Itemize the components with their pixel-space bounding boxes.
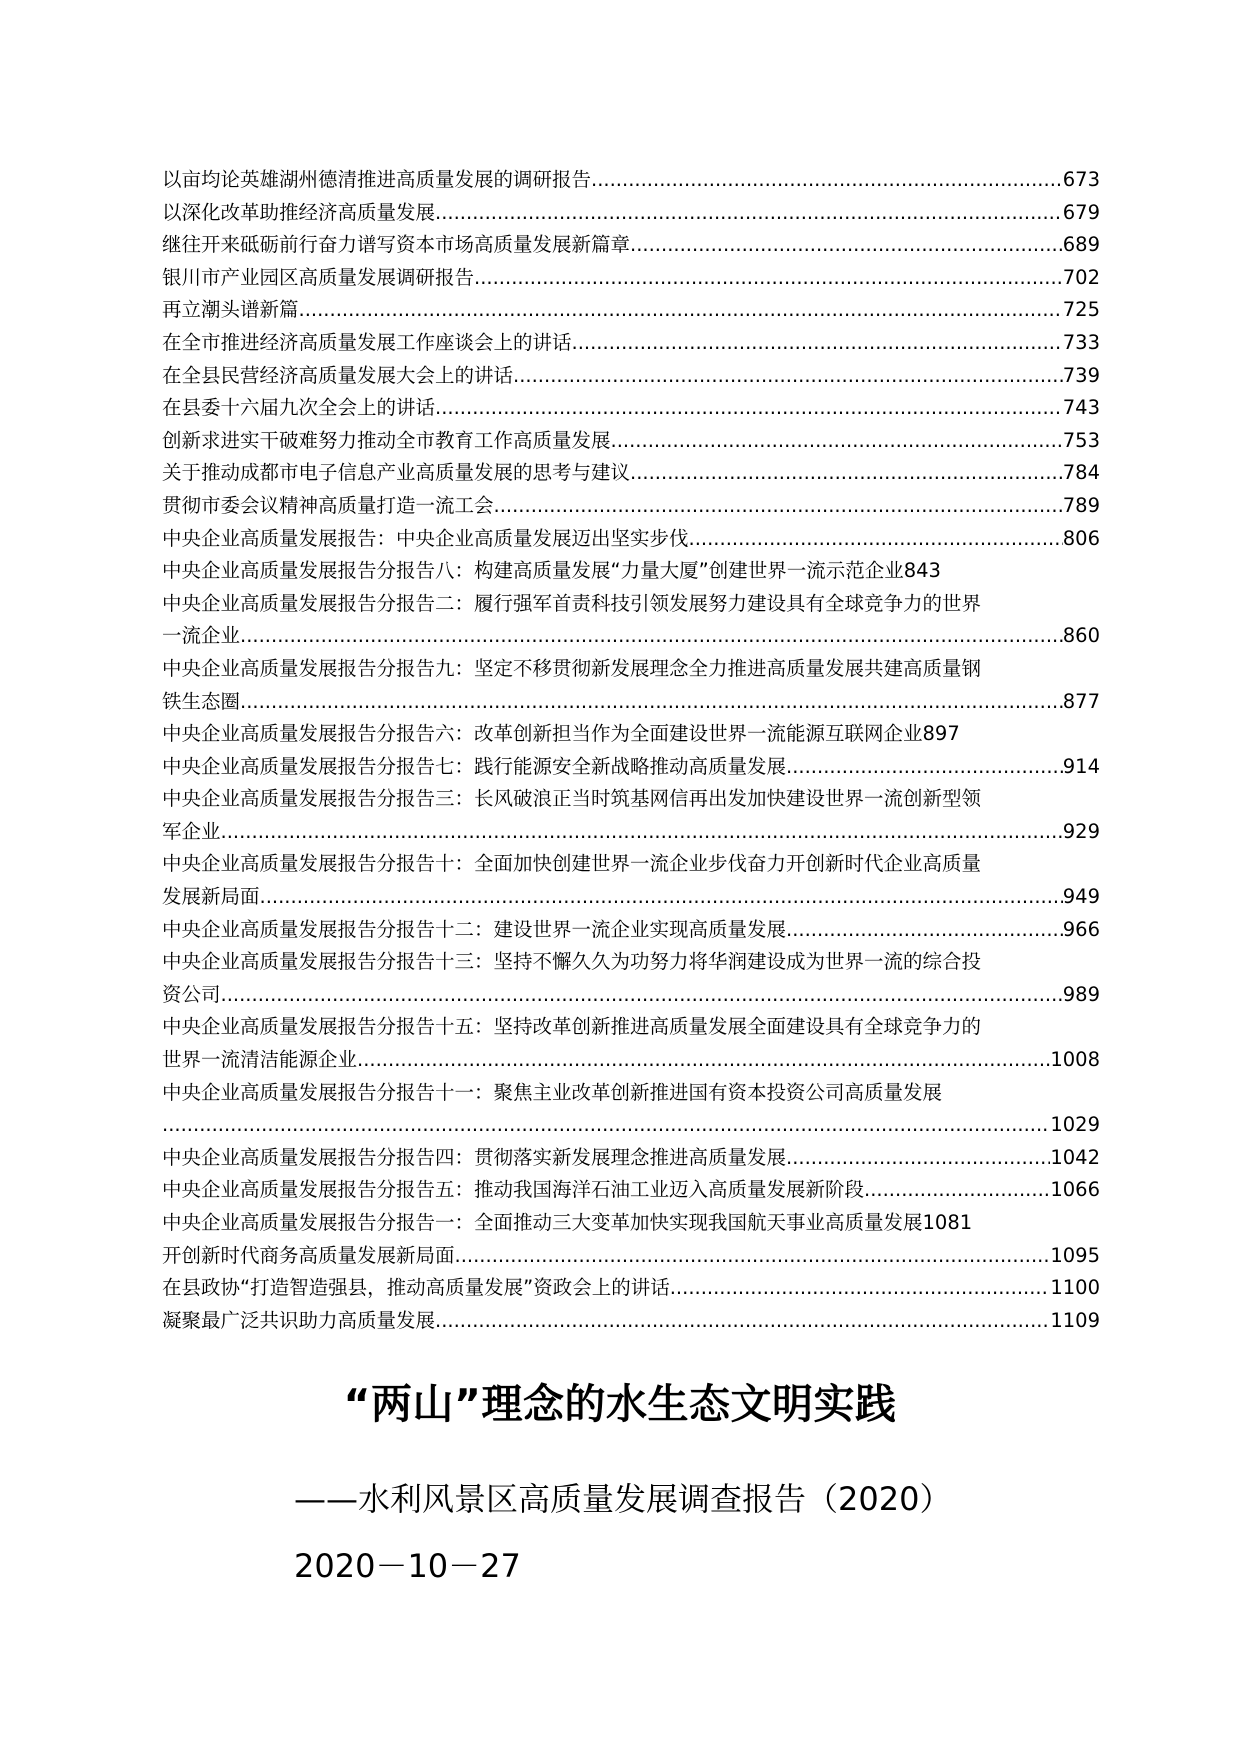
toc-dot-leader [221,979,1063,1012]
toc-entry-title: 继往开来砥砺前行奋力谱写资本市场高质量发展新篇章 [162,233,631,257]
toc-dot-leader [670,1272,1051,1305]
toc-entry [162,197,1100,230]
toc-entry-page: 1109 [1050,1308,1100,1332]
toc-dot-leader [864,1174,1050,1207]
table-of-contents [162,164,1100,1337]
toc-entry [162,360,1100,393]
toc-entry-title: 银川市产业园区高质量发展调研报告 [162,265,475,289]
toc-entry-title: 中央企业高质量发展报告分报告五：推动我国海洋石油工业迈入高质量发展新阶段 [162,1178,865,1202]
toc-entry-title-continued: 一流企业 [162,624,241,648]
toc-entry-page: 743 [1062,396,1100,420]
toc-entry-page: 806 [1062,526,1100,550]
toc-entry-page: 1095 [1050,1243,1100,1267]
toc-entry [162,1077,1100,1142]
toc-entry-title: 在县政协“打造智造强县，推动高质量发展”资政会上的讲话 [162,1276,670,1300]
toc-entry [162,392,1100,425]
toc-entry [162,1305,1100,1338]
toc-entry [162,848,1100,913]
toc-entry-page: 1029 [1050,1113,1100,1137]
toc-entry-page: 989 [1062,982,1100,1006]
toc-dot-leader [591,164,1063,197]
toc-dot-leader [786,914,1063,947]
toc-entry-page: 966 [1062,917,1100,941]
toc-entry [162,1011,1100,1076]
section-subtitle: ——水利风景区高质量发展调查报告（2020） [294,1480,952,1518]
toc-entry-title: 贯彻市委会议精神高质量打造一流工会 [162,493,494,517]
toc-dot-leader [240,620,1063,653]
toc-entry-page: 673 [1062,168,1100,191]
toc-entry [162,588,1100,653]
toc-entry-page: 689 [1062,233,1100,257]
toc-dot-leader [455,1240,1051,1273]
toc-entry [162,1272,1100,1305]
toc-entry-title: 中央企业高质量发展报告分报告十五：坚持改革创新推进高质量发展全面建设具有全球竞争力的 [162,1015,982,1039]
toc-entry-title: 中央企业高质量发展报告分报告十：全面加快创建世界一流企业步伐奋力开创新时代企业高质量 [162,852,982,876]
toc-dot-leader [357,1044,1050,1077]
section-headline: “两山”理念的水生态文明实践 [343,1380,897,1428]
toc-entry-page: 860 [1062,624,1100,648]
toc-entry-title: 中央企业高质量发展报告分报告九：坚定不移贯彻新发展理念全力推进高质量发展共建高质量钢 [162,656,982,680]
toc-dot-leader [299,294,1063,327]
toc-entry [162,425,1100,458]
toc-entry-page: 753 [1062,428,1100,452]
toc-entry [162,914,1100,947]
toc-dot-leader [611,425,1063,458]
toc-entry [162,164,1100,197]
toc-dot-leader [786,1142,1050,1175]
toc-entry-page: 1081 [922,1211,973,1234]
toc-entry [162,262,1100,295]
toc-entry [162,555,1100,588]
toc-entry-page: 702 [1062,265,1100,289]
toc-dot-leader [221,816,1063,849]
toc-entry-title: 关于推动成都市电子信息产业高质量发展的思考与建议 [162,461,631,485]
toc-entry-title: 再立潮头谱新篇 [162,298,299,322]
toc-entry [162,751,1100,784]
toc-entry-page: 914 [1062,754,1100,778]
toc-entry-page: 1042 [1050,1145,1100,1169]
toc-entry-page: 679 [1062,200,1100,224]
toc-entry-title-continued: 发展新局面 [162,885,260,909]
toc-entry [162,1142,1100,1175]
toc-entry-page: 1066 [1050,1178,1100,1202]
toc-entry-title: 中央企业高质量发展报告分报告一：全面推动三大变革加快实现我国航天事业高质量发展 [162,1211,923,1234]
toc-entry [162,1240,1100,1273]
toc-entry-title: 中央企业高质量发展报告：中央企业高质量发展迈出坚实步伐 [162,526,689,550]
toc-entry-title: 在县委十六届九次全会上的讲话 [162,396,436,420]
toc-entry-page: 897 [922,722,960,746]
toc-entry-page: 1100 [1050,1276,1100,1300]
toc-dot-leader [689,523,1063,556]
toc-entry-title: 以亩均论英雄湖州德清推进高质量发展的调研报告 [162,168,592,191]
toc-dot-leader [474,262,1063,295]
toc-entry-title: 中央企业高质量发展报告分报告二：履行强军首责科技引领发展努力建设具有全球竞争力的世界 [162,591,982,615]
toc-entry-title: 在全市推进经济高质量发展工作座谈会上的讲话 [162,330,572,354]
toc-dot-leader [513,360,1063,393]
toc-entry [162,653,1100,718]
toc-dot-leader [240,686,1063,719]
toc-entry-title-continued: 世界一流清洁能源企业 [162,1048,358,1072]
toc-entry [162,718,1100,751]
toc-dot-leader [494,490,1063,523]
toc-entry-title: 中央企业高质量发展报告分报告八：构建高质量发展“力量大厦”创建世界一流示范企业 [162,559,904,583]
toc-dot-leader [786,751,1063,784]
toc-entry-title: 中央企业高质量发展报告分报告六：改革创新担当作为全面建设世界一流能源互联网企业 [162,722,923,746]
toc-entry-title: 中央企业高质量发展报告分报告十二：建设世界一流企业实现高质量发展 [162,917,787,941]
toc-entry-page: 789 [1062,493,1100,517]
toc-entry-page: 949 [1062,885,1100,909]
toc-entry [162,1174,1100,1207]
section-date: 2020－10－27 [294,1547,521,1585]
toc-entry-title-continued: 铁生态圈 [162,689,241,713]
toc-entry-title: 中央企业高质量发展报告分报告三：长风破浪正当时筑基网信再出发加快建设世界一流创新型领 [162,787,982,811]
toc-entry-page: 733 [1062,330,1100,354]
toc-dot-leader [435,1305,1050,1338]
toc-entry-title: 中央企业高质量发展报告分报告四：贯彻落实新发展理念推进高质量发展 [162,1145,787,1169]
toc-entry [162,457,1100,490]
toc-entry [162,783,1100,848]
toc-entry-page: 929 [1062,819,1100,843]
toc-dot-leader [630,229,1063,262]
toc-entry-title: 中央企业高质量发展报告分报告十三：坚持不懈久久为功努力将华润建设成为世界一流的综合投 [162,950,982,974]
toc-entry [162,294,1100,327]
toc-dot-leader [630,457,1063,490]
toc-entry [162,946,1100,1011]
toc-entry [162,490,1100,523]
toc-dot-leader [435,197,1063,230]
toc-entry-title: 凝聚最广泛共识助力高质量发展 [162,1308,436,1332]
toc-entry-title: 中央企业高质量发展报告分报告十一：聚焦主业改革创新推进国有资本投资公司高质量发展 [162,1080,943,1104]
toc-entry [162,327,1100,360]
toc-dot-leader [572,327,1063,360]
toc-entry-page: 877 [1062,689,1100,713]
toc-entry-title: 创新求进实干破难努力推动全市教育工作高质量发展 [162,428,611,452]
toc-entry [162,229,1100,262]
toc-entry-title: 以深化改革助推经济高质量发展 [162,200,436,224]
toc-dot-leader [162,1109,1050,1142]
toc-entry-page: 1008 [1050,1048,1100,1072]
toc-entry [162,1207,1100,1240]
toc-entry-title: 在全县民营经济高质量发展大会上的讲话 [162,363,514,387]
toc-entry-title-continued: 军企业 [162,819,221,843]
toc-entry-page: 784 [1062,461,1100,485]
toc-entry-title: 开创新时代商务高质量发展新局面 [162,1243,455,1267]
toc-entry-page: 843 [903,559,941,583]
toc-entry-title: 中央企业高质量发展报告分报告七：践行能源安全新战略推动高质量发展 [162,754,787,778]
toc-entry-page: 725 [1062,298,1100,322]
toc-dot-leader [435,392,1063,425]
toc-entry-title-continued: 资公司 [162,982,221,1006]
toc-dot-leader [260,881,1063,914]
toc-entry [162,523,1100,556]
toc-entry-page: 739 [1062,363,1100,387]
